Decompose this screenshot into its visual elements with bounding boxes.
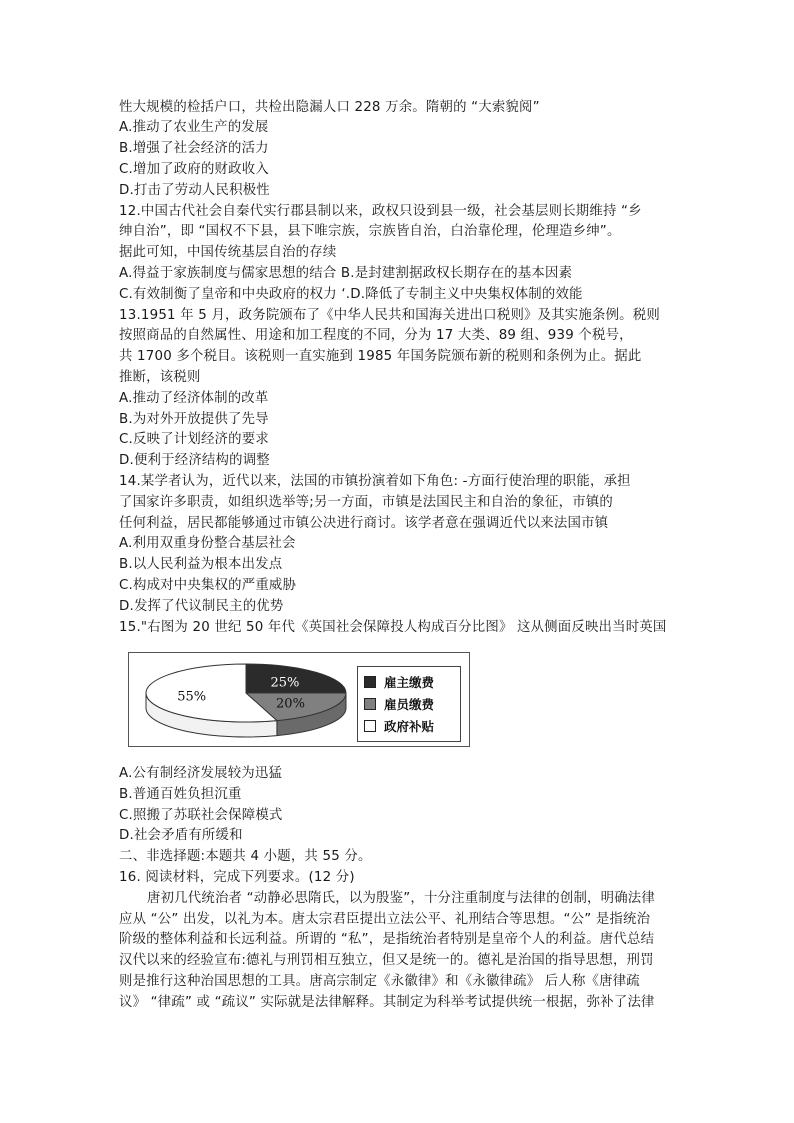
option-d: D.打击了劳动人民积极性 — [119, 183, 270, 198]
material-line: 阶级的整体利益和长远利益。所谓的 “私”，是指统治者特别是皇帝个人的利益。唐代总结 — [119, 932, 655, 947]
material-line: 议》 “律疏” 或 “疏议” 实际就是法律解释。其制定为科举考试提供统一根据，弥补了法律 — [119, 995, 655, 1010]
legend-swatch — [364, 698, 376, 710]
option-c-d: C.有效制衡了皇帝和中央政府的权力 ‘.D.降低了专制主义中央集权体制的效能 — [119, 287, 583, 302]
pie-slice-label: 20% — [276, 696, 305, 712]
pie-slice-label: 55% — [177, 689, 207, 705]
text-line: 据此可知，中国传统基层自治的存续 — [119, 245, 337, 260]
pie-svg — [139, 657, 353, 743]
question-13: 13.1951 年 5 月，政务院颁布了《中华人民共和国海关进出口税则》及其实施条例。税则 — [119, 308, 660, 323]
legend-label: 雇主缴费 — [384, 675, 435, 690]
option-a: A.公有制经济发展较为迅猛 — [119, 766, 283, 781]
legend-label: 政府补贴 — [384, 719, 435, 734]
material-line: 则是推行这种治国思想的工具。唐高宗制定《永徽律》和《永徽律疏》 后人称《唐律疏 — [119, 974, 640, 989]
option-c: C.反映了计划经济的要求 — [119, 432, 269, 447]
material-line: 应从 “公” 出发，以礼为本。唐太宗君臣提出立法公平、礼刑结合等思想。“公” 是指统治 — [119, 912, 651, 927]
option-d: D.发挥了代议制民主的优势 — [119, 599, 284, 614]
option-b: B.普通百姓负担沉重 — [119, 787, 242, 802]
legend-label: 雇员缴费 — [384, 697, 435, 712]
question-15: 15."右图为 20 世纪 50 年代《英国社会保障投人构成百分比图》 这从侧面反映出当时英国 — [119, 620, 667, 635]
pie-slice-label: 25% — [270, 675, 300, 691]
option-c: C.增加了政府的财政收入 — [119, 162, 269, 177]
option-b: B.以人民利益为根本出发点 — [119, 557, 283, 572]
legend-swatch — [364, 676, 376, 688]
question-12: 12.中国古代社会自秦代实行郡县制以来，政权只设到县一级，社会基层则长期维持 “乡 — [119, 204, 642, 219]
material-paragraph: 唐初几代统治者 “动静必思隋氏，以为殷鉴”，十分注重制度与法律的创制，明确法律 — [147, 891, 655, 906]
legend-item — [364, 695, 434, 713]
option-b: B.增强了社会经济的活力 — [119, 141, 269, 156]
chart-legend — [357, 666, 461, 742]
section-heading: 二、非选择题:本题共 4 小题，共 55 分。 — [119, 849, 372, 864]
option-b: B.为对外开放提供了先导 — [119, 412, 269, 427]
text-line: 性大规模的检括户口，共检出隐漏人口 228 万余。隋朝的 “大索貌阅” — [119, 100, 540, 115]
option-a: A.推动了农业生产的发展 — [119, 120, 269, 135]
legend-item — [364, 717, 434, 735]
legend-item — [364, 673, 434, 691]
text-line: 绅自治”，即 “国权不下县，县下唯宗族，宗族皆自治，白治靠伦理，伦理造乡绅”。 — [119, 224, 621, 239]
legend-swatch — [364, 720, 376, 732]
option-c: C.照搬了苏联社会保障模式 — [119, 808, 283, 823]
option-d: D.社会矛盾有所缓和 — [119, 828, 243, 843]
text-line: 推断，该税则 — [119, 370, 201, 385]
question-14: 14.某学者认为，近代以来，法国的市镇扮演着如下角色: -方面行使治理的职能，承担 — [119, 474, 631, 489]
option-a: A.推动了经济体制的改革 — [119, 391, 269, 406]
question-16: 16. 阅读材料，完成下列要求。(12 分) — [119, 870, 355, 885]
text-line: 按照商品的自然属性、用途和加工程度的不同，分为 17 大类、89 组、939 个税号， — [119, 328, 633, 343]
option-a: A.利用双重身份整合基层社会 — [119, 536, 296, 551]
option-c: C.构成对中央集权的严重威胁 — [119, 578, 297, 593]
option-d: D.便利于经济结构的调整 — [119, 453, 270, 468]
material-line: 汉代以来的经验宣布:德礼与刑罚相互独立，但又是统一的。德礼是治国的指导思想，刑罚 — [119, 953, 654, 968]
text-line: 共 1700 多个税目。该税则一直实施到 1985 年国务院颁布新的税则和条例为止。据此 — [119, 349, 642, 364]
text-line: 了国家许多职责，如组织选举等;另一方面，市镇是法国民主和自治的象征，市镇的 — [119, 495, 613, 510]
option-a-b: A.得益于家族制度与儒家思想的结合 B.是封建割据政权长期存在的基本因素 — [119, 266, 573, 281]
social-security-pie-chart — [128, 652, 470, 747]
text-line: 任何利益，居民都能够通过市镇公决进行商讨。该学者意在强调近代以来法国市镇 — [119, 516, 609, 531]
